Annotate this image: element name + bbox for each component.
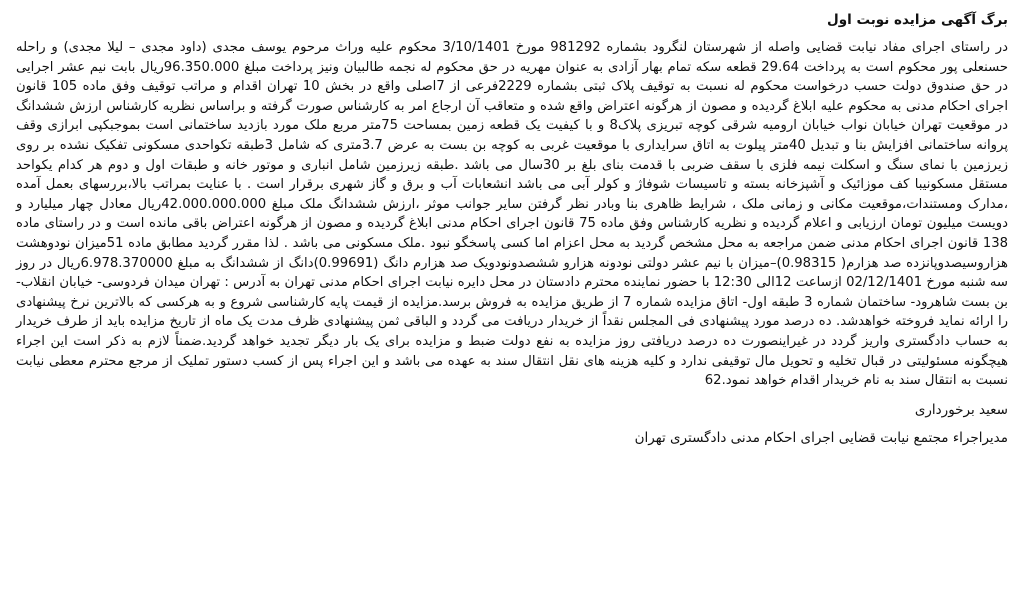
signer-name: سعید برخورداری <box>914 401 1008 418</box>
notice-body: در راستای اجرای مفاد نیابت قضایی واصله از شهرستان لنگرود بشماره 981292 مورخ 3/10/1401 محکوم علیه وراث مرحوم یوسف مجدی (داود مجدی – لیلا مجدی) و راحله حسنعلی پور محکوم است به پرداخت 29.64 قطعه سکه تمام بهار آزادی به عنوان مهریه در حق محکوم له نجمه طالبیان ونیز پرداخت مبلغ 96.350.000ریال بابت نیم عشر اجرایی در حق صندوق دولت حسب درخواست محکوم له نسبت به توقیف پلاک ثبتی بشماره 2229فرعی از 7اصلی واقع در بخش 10 تهران اقدام و مراتب توقیف وفق ماده 105 قانون اجرای احکام مدنی به محکوم علیه ابلاغ گردیده و مصون از هرگونه اعتراض واقع شده و متعاقب آن ارجاع امر به کارشناس صورت گرفته و براساس نظریه کارشناس ارزش ششدانگ در موقعیت تهران خیابان نواب خیابان ارومیه شرقی کوچه تبریزی پلاک8 و با کیفیت یک قطعه زمین بمساحت 75متر مربع ملک مورد بازدید ساختمانی است بموجبکپی ابرازی وقف پروانه ساختمانی افزایش بنا و تبدیل 40متر پیلوت به اتاق سرایداری با موقعیت غربی به کوچه بن بست به عرض 3.7متری که شامل 3طبقه تکواحدی مسکونی تفکیک نشده بر روی زیرزمین با نمای سنگ و اسکلت نیمه فلزی با سقف ضربی با قدمت بنای بلغ بر 30سال می باشد .طبقه زیرزمین شامل انباری و موتور خانه و طبقات اول و دوم هر کدام یکواحد مستقل مسکونیبا کف موزائیک و آشپزخانه بسته و تاسیسات شوفاژ و کولر آبی می باشد انشعابات آب و برق و گاز شهری برقرار است . با عنایت بمراتب بالا،بررسهای بعمل آمده ،مدارک ومستندات،موقعیت مکانی و زمانی ملک ، شرایط ظاهری بنا وبادر نظر گرفتن سایر جوانب موثر ،ارزش ششدانگ ملک مبلغ 42.000.000.000ریال معادل چهار میلیارد و دویست میلیون تومان ارزیابی و اعلام گردیده و نظریه کارشناس وفق ماده 75 قانون اجرای احکام مدنی ابلاغ گردیده و مصون از هرگونه اعتراض باقی مانده است و در راستای ماده 138 قانون اجرای احکام مدنی ضمن مراجعه به محل مشخص گردید به محل اعزام اما کسی پاسخگو نبود .ملک مسکونی می باشد . لذا مقرر گردید مطابق ماده 51میزان نودوهشت هزاروسیصدوپانزده صد هزارم( 0.98315)–میزان با نیم عشر دولتی نودونه هزارو ششصدونودویک صد هزارم دانگ (0.99691)دانگ از ششدانگ به مبلغ 6.978.370000ریال در روز سه شنبه مورخ 02/12/1401 ازساعت 12الی 12:30 با حضور نماینده محترم دادستان در محل دایره نیابت اجرای احکام مدنی تهران به آدرس : تهران میدان فردوسی- خیابان انقلاب- بن بست شاهرود- ساختمان شماره 3 طبقه اول- اتاق مزایده شماره 7 از طریق مزایده به فروش برسد.مزایده از قیمت پایه کارشناسی شروع و به هرکسی که بالاترین نرخ پیشنهادی را ارائه نماید فروخته خواهدشد. ده درصد مورد پیشنهادی فی المجلس نقداً از خریدار دریافت می گردد و الباقی ثمن پیشنهادی ظرف مدت یک ماه از تاریخ مزایده باید از طرف خریدار به حساب دادگستری واریز گردد در غیراینصورت ده درصد دریافتی روز مزایده به نفع دولت ضبط و مزایده برای یک بار دیگر تجدید خواهد گردید.ضمناً لازم به ذکر است این اجراء هیچگونه مسئولیتی در قبال تخلیه و تحویل مال توقیفی ندارد و کلیه هزینه های نقل انتقال سند به عهده می باشد و این اجراء پس از کسب دستور تملیک از مرجع محترم معطی نیابت نسبت به انتقال سند به نام خریدار اقدام خواهد نمود.62 <box>16 40 1008 389</box>
notice-title: برگ آگهی مزایده نوبت اول <box>827 12 1008 28</box>
issuing-office: مدیراجراء مجتمع نیابت قضایی اجرای احکام مدنی دادگستری تهران <box>634 429 1008 446</box>
